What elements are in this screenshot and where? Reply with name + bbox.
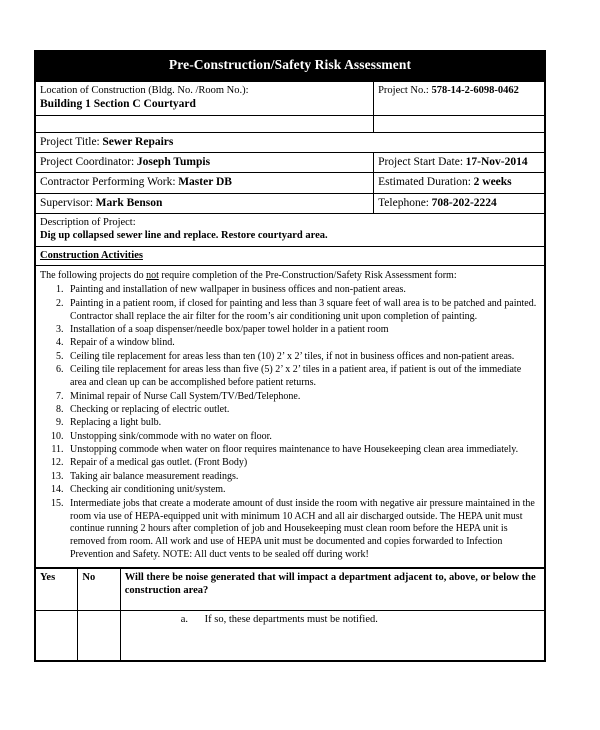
no-answer-cell[interactable] [78, 611, 120, 661]
location-label: Location of Construction (Bldg. No. /Room No.): [40, 85, 249, 96]
list-item: 3. Installation of a soap dispenser/needle box/paper towel holder in a patient room [66, 324, 540, 337]
contractor-row [36, 173, 545, 193]
project-title-cell [36, 132, 545, 152]
project-start-date-value[interactable]: 17-Nov-2014 [465, 155, 528, 168]
duration-label: Estimated Duration: [378, 176, 472, 189]
location-value[interactable]: Building 1 Section C Courtyard [40, 98, 196, 111]
list-item: 2. Painting in a patient room, if closed for painting and less than 3 square feet of wall area is to be patched and painted. Contractor shall replace the air filter for the room’s air conditioning unit upon completion of painting. [66, 298, 540, 324]
project-coordinator-label: Project Coordinator: [40, 155, 135, 168]
supervisor-cell [36, 193, 374, 213]
activities-heading-row [36, 247, 545, 266]
noise-question-table [35, 568, 545, 661]
description-row [36, 214, 545, 247]
project-coordinator-value[interactable]: Joseph Tumpis [136, 155, 211, 168]
no-checkbox-cell[interactable]: No [78, 569, 120, 611]
location-cell [36, 82, 374, 116]
coordinator-row [36, 152, 545, 172]
project-start-date-cell [374, 152, 545, 172]
spacer-row [36, 115, 545, 132]
subitem-letter: a. [180, 614, 189, 626]
list-item: 4. Repair of a window blind. [66, 337, 540, 350]
yes-checkbox-cell[interactable]: Yes [36, 569, 78, 611]
header-table [35, 81, 545, 568]
activities-body-cell [36, 266, 545, 568]
intro-text-underlined: not [146, 270, 159, 282]
contractor-label: Contractor Performing Work: [40, 176, 176, 189]
list-item: 1. Painting and installation of new wallpaper in business offices and non-patient areas. [66, 284, 540, 297]
list-item: 5. Ceiling tile replacement for areas less than ten (10) 2’ x 2’ tiles, if not in business offices and non-patient areas. [66, 351, 540, 364]
list-item: 8. Checking or replacing of electric outlet. [66, 404, 540, 417]
description-value[interactable]: Dig up collapsed sewer line and replace. Restore courtyard area. [40, 230, 328, 242]
telephone-label: Telephone: [378, 196, 429, 209]
spacer-cell-right [374, 115, 545, 132]
noise-subitem-cell [120, 611, 544, 661]
list-item: 11. Unstopping commode when water on floor requires maintenance to have Housekeeping clean area immediately. [66, 444, 540, 457]
telephone-cell [374, 193, 545, 213]
contractor-value[interactable]: Master DB [178, 176, 232, 189]
yes-answer-cell[interactable] [36, 611, 78, 661]
activities-body-row [36, 266, 545, 568]
construction-activities-heading: Construction Activities [36, 247, 545, 266]
noise-question-text: Will there be noise generated that will impact a department adjacent to, above, or below the construction area? [120, 569, 544, 611]
contractor-cell [36, 173, 374, 193]
project-title-label: Project Title: [40, 135, 100, 148]
subitem-text: If so, these departments must be notified. [204, 614, 378, 626]
duration-value[interactable]: 2 weeks [473, 176, 512, 189]
list-item: 13. Taking air balance measurement readings. [66, 471, 540, 484]
telephone-value[interactable]: 708-202-2224 [431, 196, 497, 209]
list-item: 9. Replacing a light bulb. [66, 417, 540, 430]
spacer-cell-left [36, 115, 374, 132]
project-no-label: Project No.: [378, 85, 429, 96]
project-start-date-label: Project Start Date: [378, 155, 464, 168]
project-no-cell [374, 82, 545, 116]
intro-text-before: The following projects do [40, 270, 147, 282]
list-item: 12. Repair of a medical gas outlet. (Front Body) [66, 457, 540, 470]
activities-list [40, 284, 540, 562]
list-item: 6. Ceiling tile replacement for areas less than five (5) 2’ x 2’ tiles in a patient area, if patient is out of the immediate area and clean up can be accomplished before patient returns. [66, 364, 540, 390]
project-title-row [36, 132, 545, 152]
form-title: Pre-Construction/Safety Risk Assessment [35, 50, 545, 81]
list-item: 10. Unstopping sink/commode with no water on floor. [66, 431, 540, 444]
supervisor-value[interactable]: Mark Benson [95, 196, 163, 209]
list-item: 7. Minimal repair of Nurse Call System/TV/Bed/Telephone. [66, 391, 540, 404]
project-title-value[interactable]: Sewer Repairs [102, 135, 174, 148]
noise-subitem-row [36, 611, 545, 661]
intro-text-after: require completion of the Pre-Construction/Safety Risk Assessment form: [158, 270, 457, 282]
project-coordinator-cell [36, 152, 374, 172]
duration-cell [374, 173, 545, 193]
project-no-value[interactable]: 578-14-2-6098-0462 [431, 85, 519, 96]
description-label: Description of Project: [40, 217, 136, 228]
noise-question-row [36, 569, 545, 611]
list-item: 14. Checking air conditioning unit/system. [66, 484, 540, 497]
assessment-form [34, 50, 546, 662]
list-item: 15. Intermediate jobs that create a moderate amount of dust inside the room with negative air pressure maintained in the room via use of HEPA-equipped unit with minimum 10 ACH and all air discharged outside. The HEPA unit must continue running 2 hours after completion of job and Housekeeping must clean room before the HEPA unit is removed from room. All work and use of HEPA unit must be documented and copies forwarded to Infection Prevention and Safety. NOTE: All duct vents to be sealed off during work! [66, 498, 540, 562]
supervisor-row [36, 193, 545, 213]
description-cell [36, 214, 545, 247]
supervisor-label: Supervisor: [40, 196, 94, 209]
location-row [36, 82, 545, 116]
activities-intro [40, 269, 540, 282]
